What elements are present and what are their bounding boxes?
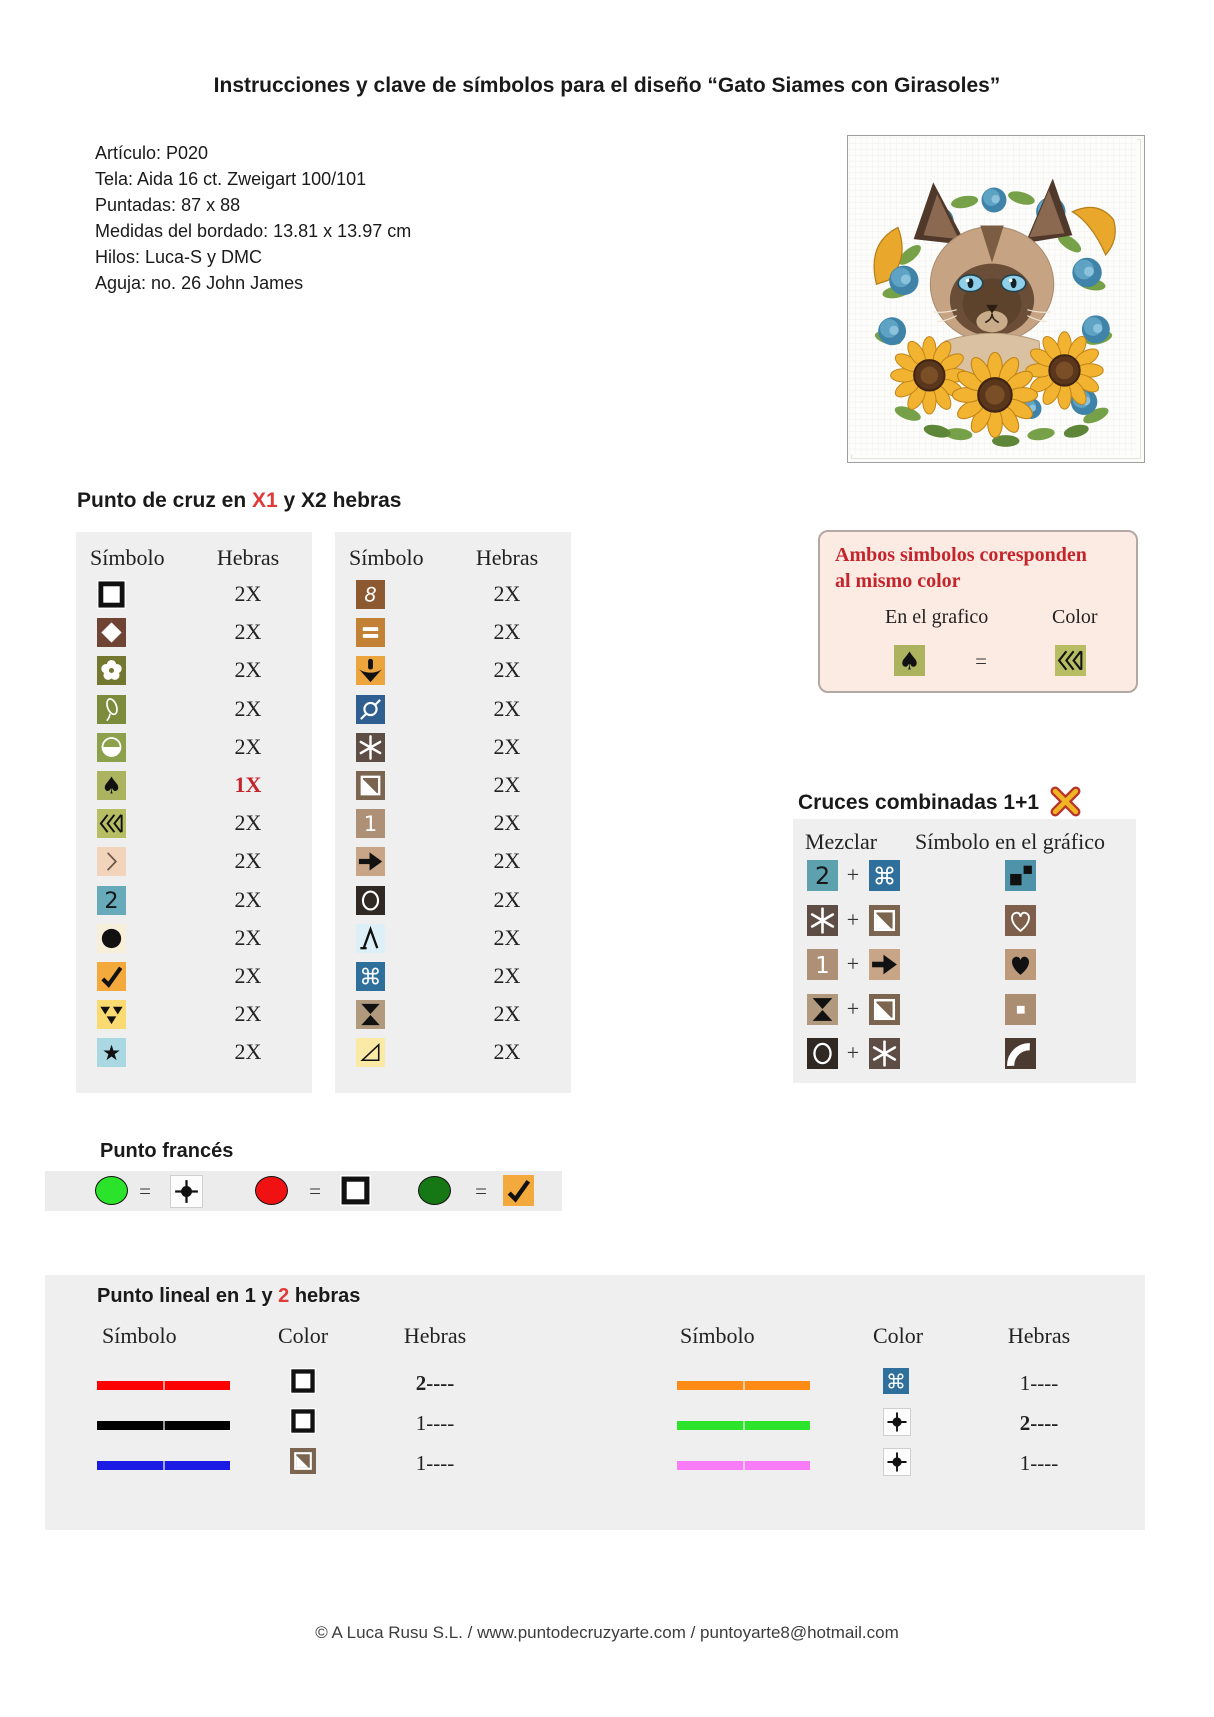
info-articulo: Artículo: P020 xyxy=(95,143,209,163)
plus-sign: + xyxy=(846,862,860,887)
hebras-value: 1---- xyxy=(1019,1371,1059,1395)
french-knot-dot xyxy=(95,1176,128,1205)
info-tela: Tela: Aida 16 ct. Zweigart 100/101 xyxy=(95,169,367,189)
hebras-value: 2X xyxy=(493,848,521,874)
line-color-symbol xyxy=(290,1408,316,1434)
symbol-cell xyxy=(97,580,126,609)
column-header-simbolo: Símbolo xyxy=(349,545,424,570)
heading-text: hebras xyxy=(289,1285,361,1307)
plus-sign: + xyxy=(846,1040,860,1065)
line-symbol xyxy=(97,1421,230,1430)
heart-filled-icon xyxy=(1005,949,1036,980)
symbol-cell xyxy=(97,962,126,991)
hebras-value: 2X xyxy=(493,810,521,836)
bead-icon xyxy=(356,695,385,724)
hebras-value: 2X xyxy=(493,657,521,683)
script-8-icon xyxy=(356,580,385,609)
asterisk-icon xyxy=(869,1038,900,1069)
hebras-value: 2X xyxy=(493,963,521,988)
symbol-cell xyxy=(97,1038,126,1067)
circle-filled-icon xyxy=(97,924,126,953)
column-header-hebras: Hebras xyxy=(475,545,539,570)
line-symbol xyxy=(97,1381,230,1390)
result-symbol xyxy=(1005,905,1036,936)
symbol-cell xyxy=(97,886,126,915)
digit-2-icon xyxy=(97,886,126,915)
cross-stitch-cat-art xyxy=(849,137,1137,455)
same-color-note xyxy=(818,530,1138,693)
column-header-color: Color xyxy=(277,1323,329,1348)
hebras-value: 2X xyxy=(234,810,262,836)
diamond-icon xyxy=(97,618,126,647)
knot-chart-symbol xyxy=(503,1175,534,1206)
symbol-cell xyxy=(356,886,385,915)
arc-icon xyxy=(1005,1038,1036,1069)
heading-red-text: X1 xyxy=(252,489,278,512)
svg-text:♠: ♠ xyxy=(898,646,921,676)
arrow-right-icon xyxy=(356,847,385,876)
star-icon xyxy=(97,1038,126,1067)
french-knot-dot xyxy=(418,1176,451,1205)
column-header-simbolo: Símbolo xyxy=(90,545,165,570)
info-aguja: Aguja: no. 26 John James xyxy=(95,273,304,293)
hebras-value: 2X xyxy=(493,1039,521,1065)
mix-symbol-a xyxy=(807,949,838,980)
heading-text: Punto de cruz en xyxy=(77,489,253,512)
result-symbol xyxy=(1005,860,1036,891)
plus-sign: + xyxy=(846,995,860,1021)
crosshair-dot-icon xyxy=(171,1176,202,1207)
x-mark-icon xyxy=(1049,785,1082,818)
heading-text: Cruces combinadas 1+1 xyxy=(798,791,1040,814)
line-notch xyxy=(743,1381,745,1390)
column-header-hebras: Hebras xyxy=(216,545,280,570)
symbol-cell xyxy=(356,580,385,609)
column-header-color: Color xyxy=(872,1323,924,1348)
line-symbol xyxy=(677,1421,810,1430)
hebras-value: 2X xyxy=(493,924,521,950)
result-symbol xyxy=(1005,994,1036,1025)
symbol-table-2 xyxy=(335,532,571,1093)
mix-symbol-b xyxy=(869,994,900,1025)
hebras-value: 2X xyxy=(234,963,262,988)
mix-symbol-b xyxy=(869,949,900,980)
symbol-cell xyxy=(356,924,385,953)
french-knot-dot xyxy=(255,1176,288,1205)
leaf-icon xyxy=(97,695,126,724)
digit-1-icon xyxy=(356,809,385,838)
split-square-icon xyxy=(869,994,900,1025)
mix-symbol-a xyxy=(807,994,838,1025)
check-icon xyxy=(503,1175,534,1206)
line-color-symbol xyxy=(883,1368,909,1394)
line-color-symbol xyxy=(290,1368,316,1394)
square-outline-icon xyxy=(290,1408,316,1434)
plus-sign: + xyxy=(846,906,860,932)
column-header-hebras: Hebras xyxy=(403,1323,467,1348)
arrow-right-icon xyxy=(869,949,900,980)
triangle-outline-icon xyxy=(356,1038,385,1067)
symbol-cell xyxy=(97,771,126,800)
circle-half-icon xyxy=(97,733,126,762)
hebras-value: 2X xyxy=(493,619,521,645)
hebras-value: 2X xyxy=(234,733,262,759)
symbol-cell xyxy=(356,618,385,647)
symbol-cell xyxy=(97,809,126,838)
chevrons-left-icon xyxy=(1055,645,1086,676)
symbol-cell xyxy=(356,847,385,876)
lambda-icon xyxy=(356,924,385,953)
check-icon xyxy=(97,962,126,991)
digit-1-icon xyxy=(807,949,838,980)
line-color-symbol xyxy=(883,1408,911,1436)
page-title: Instrucciones y clave de símbolos para el diseño “Gato Siames con Girasoles” xyxy=(213,74,1001,97)
crosshair-dot-icon xyxy=(884,1409,910,1435)
symbol-cell xyxy=(97,733,126,762)
chevron-right-icon xyxy=(97,847,126,876)
line-notch xyxy=(743,1421,745,1430)
result-symbol xyxy=(1005,1038,1036,1069)
punto-de-cruz-heading xyxy=(77,489,401,513)
hebras-value: 2X xyxy=(234,924,262,950)
combined-crosses-table xyxy=(793,819,1136,1083)
mix-symbol-a xyxy=(807,860,838,891)
spade-icon xyxy=(97,771,126,800)
svg-text:1: 1 xyxy=(363,812,378,838)
heading-red-text: 2 xyxy=(278,1285,290,1307)
result-symbol xyxy=(1005,949,1036,980)
symbol-cell xyxy=(97,924,126,953)
split-square-icon xyxy=(290,1448,316,1474)
equals-icon xyxy=(356,618,385,647)
square-outline-icon xyxy=(97,580,126,609)
note-title-line1: Ambos simbolos coresponden xyxy=(835,544,1087,566)
symbol-cell xyxy=(97,847,126,876)
knot-chart-symbol xyxy=(340,1175,371,1206)
hebras-value: 1X xyxy=(234,772,262,797)
symbol-cell xyxy=(356,733,385,762)
symbol-cell xyxy=(356,656,385,685)
note-col-grafico: En el grafico xyxy=(885,606,989,628)
hebras-value: 2X xyxy=(493,1001,521,1027)
color-symbol xyxy=(1055,645,1086,676)
equals-sign: = xyxy=(475,1179,487,1203)
flower-icon xyxy=(97,656,126,685)
command-icon xyxy=(869,860,900,891)
hebras-value: 2X xyxy=(234,886,262,912)
split-square-icon xyxy=(356,771,385,800)
digit-2-icon xyxy=(807,860,838,891)
note-title-line2: al mismo color xyxy=(835,570,961,592)
hebras-value: 1---- xyxy=(415,1451,455,1475)
symbol-cell xyxy=(356,695,385,724)
hebras-value: 1---- xyxy=(1019,1451,1059,1475)
hebras-value: 2X xyxy=(234,581,262,606)
line-notch xyxy=(163,1421,165,1430)
line-notch xyxy=(743,1461,745,1470)
symbol-cell xyxy=(97,618,126,647)
small-square-icon xyxy=(1005,994,1036,1025)
heart-outline-icon xyxy=(1005,905,1036,936)
line-notch xyxy=(163,1461,165,1470)
knot-chart-symbol xyxy=(170,1175,203,1208)
svg-text:8: 8 xyxy=(364,583,377,607)
hebras-value: 2X xyxy=(493,772,521,797)
svg-text:1: 1 xyxy=(815,952,830,979)
column-header-simbolo: Símbolo xyxy=(680,1323,755,1348)
line-notch xyxy=(163,1381,165,1390)
equals-sign: = xyxy=(139,1179,151,1203)
svg-text:♠: ♠ xyxy=(101,772,122,800)
line-symbol xyxy=(677,1381,810,1390)
equals-sign: = xyxy=(309,1179,321,1203)
svg-text:⌘: ⌘ xyxy=(872,862,897,891)
hourglass-icon xyxy=(807,994,838,1025)
hebras-value: 2X xyxy=(234,657,262,683)
symbol-table-1 xyxy=(76,532,312,1093)
line-symbol xyxy=(97,1461,230,1470)
french-knot-key xyxy=(45,1171,562,1211)
plus-sign: + xyxy=(846,951,860,976)
line-color-symbol xyxy=(883,1448,911,1476)
symbol-cell xyxy=(356,809,385,838)
line-symbol xyxy=(677,1461,810,1470)
info-puntadas: Puntadas: 87 x 88 xyxy=(95,195,241,215)
symbol-cell xyxy=(356,771,385,800)
line-stitch-key xyxy=(45,1275,1145,1530)
split-square-icon xyxy=(869,905,900,936)
column-header-mezclar: Mezclar xyxy=(805,829,878,854)
tri-triangles-icon xyxy=(97,1000,126,1029)
symbol-cell xyxy=(356,962,385,991)
punto-lineal-heading xyxy=(97,1285,360,1308)
hebras-value: 2---- xyxy=(1019,1411,1059,1435)
letter-O-icon xyxy=(807,1038,838,1069)
chevrons-left-icon xyxy=(97,809,126,838)
column-header-hebras: Hebras xyxy=(1007,1323,1071,1348)
hebras-value: 2---- xyxy=(415,1371,455,1395)
note-col-color: Color xyxy=(1052,606,1098,628)
letter-O-icon xyxy=(356,886,385,915)
squares-two-icon xyxy=(1005,860,1036,891)
symbol-cell xyxy=(356,1038,385,1067)
hebras-value: 2X xyxy=(234,619,262,645)
svg-text:⌘: ⌘ xyxy=(359,964,382,991)
asterisk-icon xyxy=(356,733,385,762)
hebras-value: 2X xyxy=(234,695,262,721)
column-header-simbolo-grafico: Símbolo en el gráfico xyxy=(915,829,1106,854)
mix-symbol-a xyxy=(807,905,838,936)
svg-text:2: 2 xyxy=(104,887,119,914)
hebras-value: 2X xyxy=(493,581,521,606)
crosshair-dot-icon xyxy=(884,1449,910,1475)
svg-text:★: ★ xyxy=(101,1041,122,1067)
line-color-symbol xyxy=(290,1448,316,1474)
info-medidas: Medidas del bordado: 13.81 x 13.97 cm xyxy=(95,221,412,241)
mix-symbol-b xyxy=(869,1038,900,1069)
svg-text:⌘: ⌘ xyxy=(886,1370,906,1394)
heading-text: Punto lineal en 1 y xyxy=(97,1285,279,1307)
design-info xyxy=(95,140,411,296)
hourglass-icon xyxy=(356,1000,385,1029)
mix-symbol-b xyxy=(869,860,900,891)
square-outline-icon xyxy=(340,1175,371,1206)
hebras-value: 2X xyxy=(234,848,262,874)
heading-text: y X2 hebras xyxy=(277,489,402,512)
square-outline-icon xyxy=(290,1368,316,1394)
hebras-value: 2X xyxy=(234,1001,262,1027)
svg-text:2: 2 xyxy=(814,861,831,890)
copyright-footer: © A Luca Rusu S.L. / www.puntodecruzyarte.com / puntoyarte8@hotmail.com xyxy=(315,1623,899,1642)
symbol-cell xyxy=(97,656,126,685)
hebras-value: 2X xyxy=(493,695,521,721)
grafico-symbol xyxy=(894,645,925,676)
design-preview-image xyxy=(847,135,1145,463)
spade-icon xyxy=(894,645,925,676)
symbol-cell xyxy=(97,1000,126,1029)
arrow-down-curl-icon xyxy=(356,656,385,685)
hebras-value: 1---- xyxy=(415,1411,455,1435)
punto-frances-heading: Punto francés xyxy=(100,1140,234,1162)
command-icon xyxy=(883,1368,909,1394)
equals-sign: = xyxy=(975,649,987,673)
hebras-value: 2X xyxy=(493,733,521,759)
hebras-value: 2X xyxy=(493,886,521,912)
hebras-value: 2X xyxy=(234,1039,262,1065)
column-header-simbolo: Símbolo xyxy=(102,1323,177,1348)
mix-symbol-b xyxy=(869,905,900,936)
info-hilos: Hilos: Luca-S y DMC xyxy=(95,247,263,267)
symbol-cell xyxy=(97,695,126,724)
mix-symbol-a xyxy=(807,1038,838,1069)
asterisk-icon xyxy=(807,905,838,936)
command-icon xyxy=(356,962,385,991)
symbol-cell xyxy=(356,1000,385,1029)
